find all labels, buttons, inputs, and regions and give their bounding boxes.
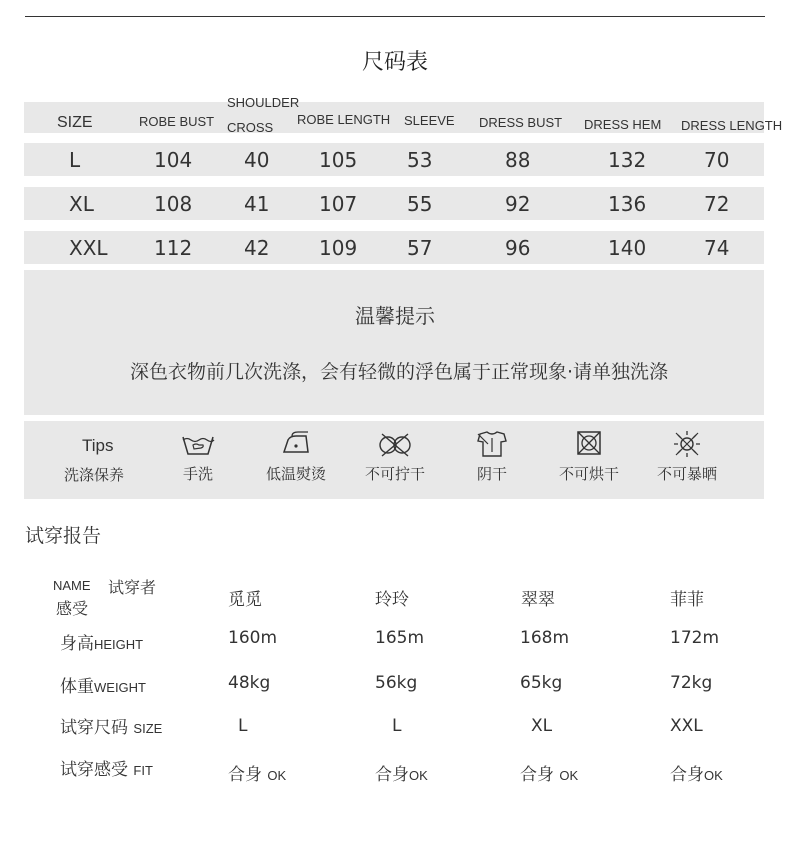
tester-name: 翠翠 <box>521 590 555 610</box>
robe-length-cell: 107 <box>319 192 358 216</box>
fit-value-en: OK <box>267 768 287 783</box>
fit-value-cn: 合身 <box>670 765 704 785</box>
size-table-row-band <box>24 187 764 220</box>
report-header-name-en: NAME <box>53 578 91 593</box>
care-item-low-iron <box>246 430 346 484</box>
size-cell: XXL <box>69 236 108 260</box>
height-value: 172m <box>670 628 720 648</box>
care-item-hand-wash <box>148 430 248 484</box>
col-header-cross: CROSS <box>227 120 274 135</box>
fit-value-en: OK <box>409 768 428 783</box>
tried-size-value: XL <box>531 716 553 736</box>
care-item-no-wring <box>345 430 445 484</box>
robe-bust-cell: 108 <box>154 192 193 216</box>
care-label: 不可拧干 <box>364 465 425 483</box>
dress-bust-cell: 96 <box>505 236 531 260</box>
report-title: 试穿报告 <box>25 525 102 547</box>
robe-bust-cell: 112 <box>154 236 193 260</box>
care-item-shade-dry <box>442 430 542 484</box>
care-label: 手洗 <box>182 465 213 483</box>
tester-name: 菲菲 <box>670 590 704 610</box>
size-table-row-band <box>24 231 764 264</box>
fit-value <box>520 760 578 785</box>
size-cell: XL <box>69 192 94 216</box>
height-value: 168m <box>520 628 570 648</box>
col-header-robe-length: ROBE LENGTH <box>297 112 391 127</box>
report-row-label-en: SIZE <box>133 721 163 736</box>
report-row-label-cn: 试穿感受 <box>60 760 128 780</box>
notice-panel <box>24 270 764 415</box>
page-title: 尺码表 <box>361 50 428 75</box>
weight-value: 72kg <box>670 673 713 693</box>
tried-size-value: XXL <box>670 716 703 736</box>
tips-label-cn: 洗涤保养 <box>64 466 125 484</box>
tester-name: 玲玲 <box>375 590 409 610</box>
no-tumble-dry-icon <box>571 430 607 458</box>
col-header-dress-bust: DRESS BUST <box>479 115 563 130</box>
robe-bust-cell: 104 <box>154 148 193 172</box>
report-header-feel-cn: 感受 <box>56 599 89 618</box>
shoulder-cross-cell: 42 <box>244 236 270 260</box>
care-item-no-tumble-dry <box>539 430 639 484</box>
dress-hem-cell: 136 <box>608 192 647 216</box>
fit-value <box>375 760 428 785</box>
fit-value-en: OK <box>704 768 723 783</box>
fit-value <box>670 760 723 785</box>
height-value: 160m <box>228 628 278 648</box>
fit-value <box>228 760 286 785</box>
robe-length-cell: 109 <box>319 236 358 260</box>
shoulder-cross-cell: 41 <box>244 192 270 216</box>
no-wring-icon <box>377 430 413 458</box>
care-item-no-sun <box>637 430 737 484</box>
report-row-label <box>60 672 146 697</box>
sleeve-cell: 57 <box>407 236 433 260</box>
report-row-label-cn: 体重 <box>60 677 94 697</box>
weight-value: 56kg <box>375 673 418 693</box>
sleeve-cell: 55 <box>407 192 433 216</box>
sleeve-cell: 53 <box>407 148 433 172</box>
col-header-dress-length: DRESS LENGTH <box>681 118 783 133</box>
fit-value-en: OK <box>559 768 579 783</box>
report-row-label <box>60 755 153 780</box>
no-sun-icon <box>669 430 705 458</box>
notice-text: 深色衣物前几次洗涤，会有轻微的浮色属于正常现象·请单独洗涤 <box>129 361 669 383</box>
report-row-label-cn: 身高 <box>60 634 94 654</box>
dress-length-cell: 74 <box>704 236 730 260</box>
size-table-row-band <box>24 143 764 176</box>
fit-value-cn: 合身 <box>228 765 262 785</box>
weight-value: 65kg <box>520 673 563 693</box>
col-header-sleeve: SLEEVE <box>404 113 455 128</box>
tips-label-en: Tips <box>82 436 114 455</box>
fit-value-cn: 合身 <box>520 765 554 785</box>
col-header-size: SIZE <box>57 114 93 131</box>
col-header-dress-hem: DRESS HEM <box>584 117 662 132</box>
care-label: 低温熨烫 <box>265 465 326 483</box>
col-header-robe-bust: ROBE BUST <box>139 114 215 129</box>
height-value: 165m <box>375 628 425 648</box>
care-label: 不可暴晒 <box>656 465 717 483</box>
shoulder-cross-cell: 40 <box>244 148 270 172</box>
report-row-label-cn: 试穿尺码 <box>60 718 128 738</box>
low-iron-icon <box>278 430 314 458</box>
size-cell: L <box>69 148 81 172</box>
report-row-label-en: WEIGHT <box>94 680 146 695</box>
hand-wash-icon <box>180 430 216 458</box>
robe-length-cell: 105 <box>319 148 358 172</box>
dress-bust-cell: 92 <box>505 192 531 216</box>
notice-title: 温馨提示 <box>355 304 435 328</box>
care-label: 不可烘干 <box>558 465 619 483</box>
report-row-label-en: HEIGHT <box>94 637 144 652</box>
care-label: 阴干 <box>476 465 507 483</box>
dress-bust-cell: 88 <box>505 148 531 172</box>
dress-length-cell: 72 <box>704 192 730 216</box>
report-header-name-cn: 试穿者 <box>108 578 157 597</box>
top-divider <box>25 16 765 17</box>
report-row-label <box>60 713 162 738</box>
report-row-label <box>60 629 143 654</box>
tried-size-value: L <box>238 716 248 736</box>
tester-name: 觅觅 <box>228 590 262 610</box>
dress-hem-cell: 140 <box>608 236 647 260</box>
col-header-shoulder: SHOULDER <box>227 95 300 110</box>
tried-size-value: L <box>392 716 402 736</box>
fit-value-cn: 合身 <box>375 765 409 785</box>
report-row-label-en: FIT <box>133 763 153 778</box>
shade-dry-icon <box>474 430 510 458</box>
weight-value: 48kg <box>228 673 271 693</box>
dress-length-cell: 70 <box>704 148 730 172</box>
dress-hem-cell: 132 <box>608 148 647 172</box>
